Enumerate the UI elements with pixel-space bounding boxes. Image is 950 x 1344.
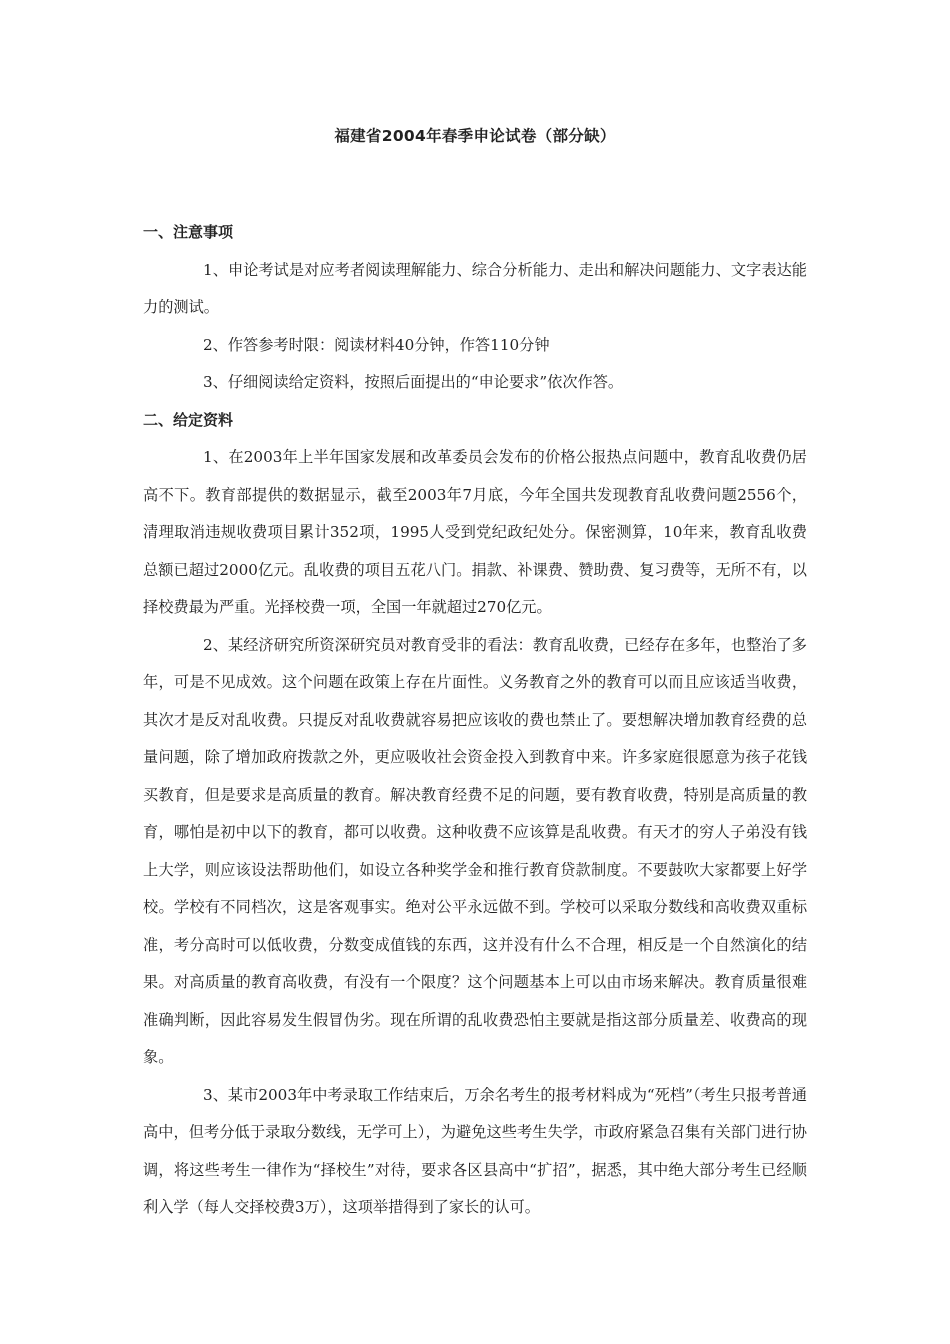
document-title: 福建省2004年春季申论试卷（部分缺） — [334, 127, 616, 145]
material-paragraph-3: 3、某市2003年中考录取工作结束后，万余名考生的报考材料成为“死档”（考生只报考普通高中，但考分低于录取分数线，无学可上），为避免这些考生失学，市政府紧急召集有关部门进行协调，将这些考生一律作为“择校生”对待，要求各区县高中“扩招”，据悉，其中绝大部分考生已经顺利入学（每人交择校费3万），这项举措得到了家长的认可。 — [143, 1085, 807, 1216]
material-paragraph-2: 2、某经济研究所资深研究员对教育受非的看法：教育乱收费，已经存在多年，也整治了多年，可是不见成效。这个问题在政策上存在片面性。义务教育之外的教育可以而且应该适当收费，其次才是反对乱收费。只提反对乱收费就容易把应该收的费也禁止了。要想解决增加教育经费的总量问题，除了增加政府拨款之外，更应吸收社会资金投入到教育中来。许多家庭很愿意为孩子花钱买教育，但是要求是高质量的教育。解决教育经费不足的问题，要有教育收费，特别是高质量的教育，哪怕是初中以下的教育，都可以收费。这种收费不应该算是乱收费。有天才的穷人子弟没有钱上大学，则应该设法帮助他们，如设立各种奖学金和推行教育贷款制度。不要鼓吹大家都要上好学校。学校有不同档次，这是客观事实。绝对公平永远做不到。学校可以采取分数线和高收费双重标准，考分高时可以低收费，分数变成值钱的东西，这并没有什么不合理，相反是一个自然演化的结果。对高质量的教育高收费，有没有一个限度？这个问题基本上可以由市场来解决。教育质量很难准确判断，因此容易发生假冒伪劣。现在所谓的乱收费恐怕主要就是指这部分质量差、收费高的现象。 — [143, 635, 807, 1066]
notes-item-3: 3、仔细阅读给定资料，按照后面提出的“申论要求”依次作答。 — [203, 373, 624, 391]
document-body — [143, 214, 807, 1227]
notes-item-2: 2、作答参考时限：阅读材料40分钟，作答110分钟 — [203, 335, 550, 354]
notes-item-1: 1、申论考试是对应考者阅读理解能力、综合分析能力、走出和解决问题能力、文字表达能力的测试。 — [143, 260, 807, 316]
material-paragraph-1: 1、在2003年上半年国家发展和改革委员会发布的价格公报热点问题中，教育乱收费仍居高不下。教育部提供的数据显示，截至2003年7月底，今年全国共发现教育乱收费问题2556个，清理取消违规收费项目累计352项，1995人受到党纪政纪处分。保密测算，10年来，教育乱收费总额已超过2000亿元。乱收费的项目五花八门。捐款、补课费、赞助费、复习费等，无所不有，以择校费最为严重。光择校费一项，全国一年就超过270亿元。 — [143, 448, 807, 616]
section-heading-notes: 一、注意事项 — [143, 223, 234, 241]
section-heading-materials: 二、给定资料 — [143, 410, 234, 429]
